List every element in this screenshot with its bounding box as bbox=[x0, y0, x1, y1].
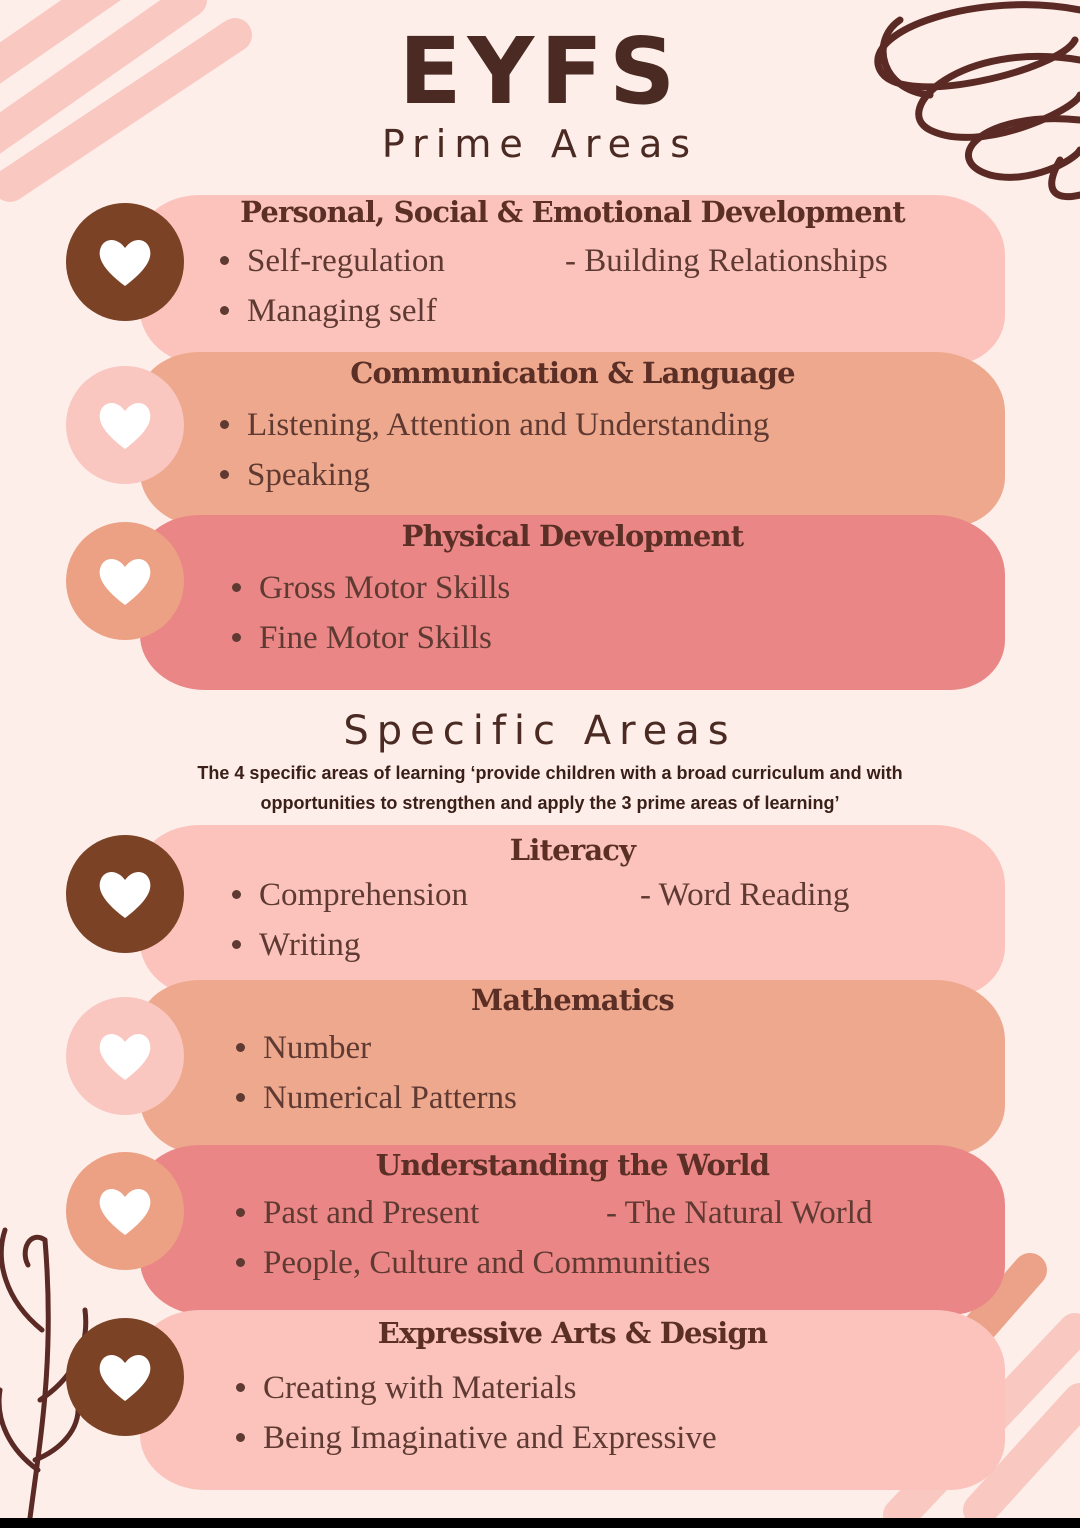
heart-icon-badge bbox=[66, 203, 184, 321]
prime-areas-heading: Prime Areas bbox=[381, 122, 699, 166]
heart-icon bbox=[93, 549, 157, 613]
list-item: People, Culture and Communities bbox=[236, 1245, 710, 1282]
heart-icon bbox=[93, 393, 157, 457]
list-item-extra: - The Natural World bbox=[606, 1195, 873, 1231]
list-item: Listening, Attention and Understanding bbox=[220, 407, 769, 444]
heart-icon-badge bbox=[66, 366, 184, 484]
heart-icon bbox=[93, 1024, 157, 1088]
list-item: Speaking bbox=[220, 457, 370, 494]
area-card-mathematics bbox=[140, 980, 1005, 1155]
area-card-understanding-world bbox=[140, 1145, 1005, 1315]
heart-icon-badge bbox=[66, 835, 184, 953]
list-item-extra: - Building Relationships bbox=[565, 243, 888, 279]
specific-areas-heading: Specific Areas bbox=[343, 708, 737, 754]
specific-areas-description: The 4 specific areas of learning ‘provide children with a broad curriculum and with opportunities to strengthen and apply the 3 prime areas of learning’ bbox=[197, 763, 903, 813]
area-heading: Expressive Arts & Design bbox=[377, 1316, 768, 1350]
heart-icon bbox=[93, 1179, 157, 1243]
heart-icon-badge bbox=[66, 1318, 184, 1436]
list-item-extra: - Word Reading bbox=[640, 877, 850, 913]
area-heading: Literacy bbox=[509, 833, 636, 867]
heart-icon-badge bbox=[66, 522, 184, 640]
heart-icon bbox=[93, 1345, 157, 1409]
list-item: Comprehension bbox=[232, 877, 468, 914]
list-item: Past and Present bbox=[236, 1195, 479, 1232]
page-title: EYFS bbox=[398, 18, 682, 125]
heart-icon-badge bbox=[66, 1152, 184, 1270]
area-heading: Personal, Social & Emotional Development bbox=[240, 195, 905, 229]
area-heading: Physical Development bbox=[401, 519, 744, 553]
heart-icon bbox=[93, 862, 157, 926]
heart-icon-badge bbox=[66, 997, 184, 1115]
list-item: Number bbox=[236, 1030, 371, 1067]
list-item: Gross Motor Skills bbox=[232, 570, 510, 607]
list-item: Fine Motor Skills bbox=[232, 620, 492, 657]
list-item: Being Imaginative and Expressive bbox=[236, 1420, 717, 1457]
area-card-literacy bbox=[140, 825, 1005, 997]
area-card-expressive-arts bbox=[140, 1310, 1005, 1490]
area-heading: Mathematics bbox=[471, 983, 674, 1017]
area-card-physical bbox=[140, 515, 1005, 690]
area-card-personal-social bbox=[140, 195, 1005, 365]
list-item: Numerical Patterns bbox=[236, 1080, 517, 1117]
area-card-communication bbox=[140, 352, 1005, 527]
list-item: Creating with Materials bbox=[236, 1370, 576, 1407]
area-heading: Understanding the World bbox=[375, 1148, 770, 1182]
list-item: Managing self bbox=[220, 293, 437, 330]
area-heading: Communication & Language bbox=[350, 356, 795, 390]
list-item: Self-regulation bbox=[220, 243, 445, 280]
heart-icon bbox=[93, 230, 157, 294]
list-item: Writing bbox=[232, 927, 360, 964]
